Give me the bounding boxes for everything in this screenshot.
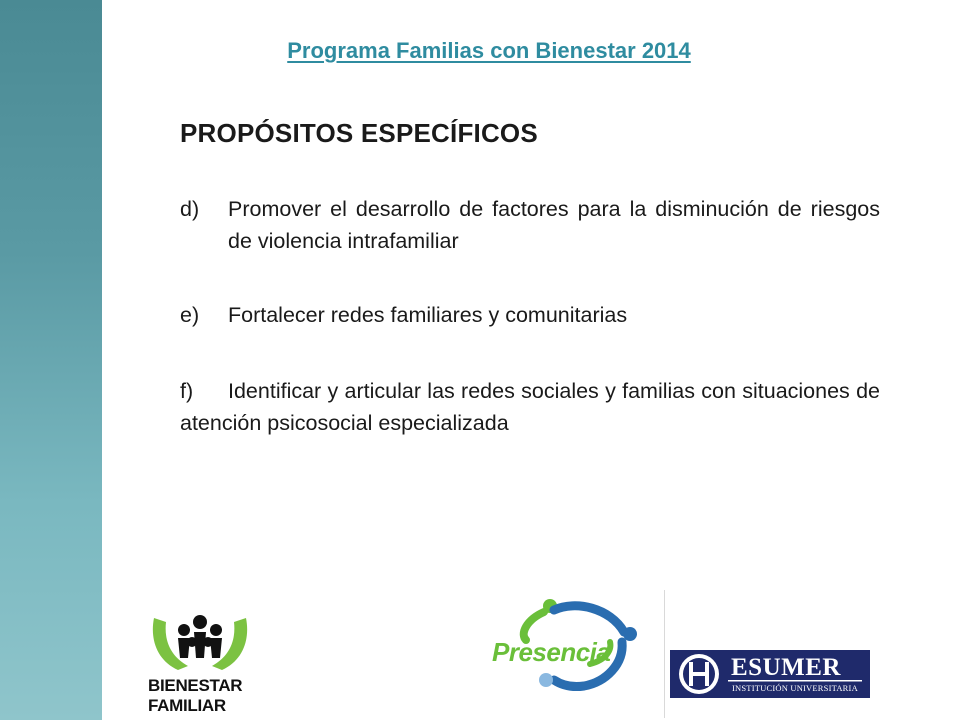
slide-title <box>0 38 960 64</box>
list-item-text: Fortalecer redes familiares y comunitarias <box>228 303 628 327</box>
esumer-logo-name: ESUMER <box>731 654 841 681</box>
list-marker: e) <box>180 303 200 327</box>
presencia-logo-text: Presencia <box>492 637 611 667</box>
bienestar-logo-line1: BIENESTAR <box>148 676 243 695</box>
list-item <box>180 193 880 257</box>
sidebar-accent-bar <box>0 0 102 720</box>
list-marker: f) <box>180 379 194 403</box>
logo-divider <box>664 590 665 718</box>
bienestar-logo-line2: FAMILIAR <box>148 696 226 715</box>
slide-title-text: Programa Familias con Bienestar 2014 <box>287 38 691 63</box>
list-marker: d) <box>180 197 200 221</box>
bienestar-logo-text <box>148 676 258 716</box>
esumer-logo-subtitle: INSTITUCIÓN UNIVERSITARIA <box>732 683 858 693</box>
list-item-text: Identificar y articular las redes sociales y familias con situaciones de atención psicosocial especializada <box>180 379 880 435</box>
slide-content <box>180 118 880 439</box>
list-item <box>180 375 880 439</box>
list-item <box>180 299 880 331</box>
section-heading: PROPÓSITOS ESPECÍFICOS <box>180 118 538 148</box>
list-item-text: Promover el desarrollo de factores para la disminución de riesgos de violencia intrafamiliar <box>228 197 880 253</box>
